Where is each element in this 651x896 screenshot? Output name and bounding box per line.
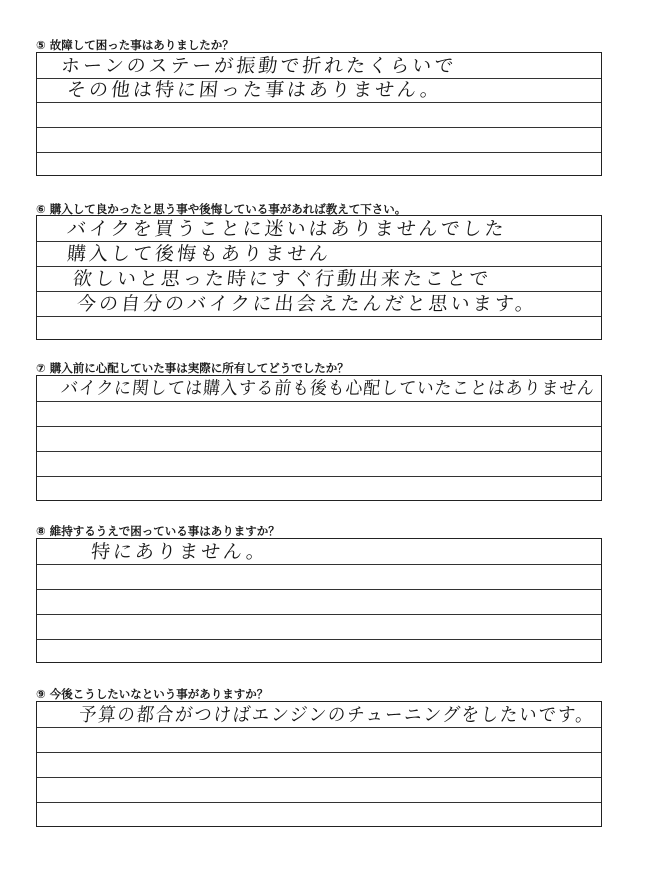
answer-line bbox=[37, 476, 601, 502]
answer-line bbox=[37, 802, 601, 828]
answer-line bbox=[37, 614, 601, 640]
answer-line bbox=[37, 702, 601, 728]
question-8-label: ⑧ 維持するうえで困っている事はありますか？ bbox=[36, 524, 280, 538]
answer-line bbox=[37, 266, 601, 292]
handwritten-answer: その他は特に困った事はありません。 bbox=[65, 79, 444, 101]
question-7-label: ⑦ 購入前に心配していた事は実際に所有してどうでしたか？ bbox=[36, 361, 349, 375]
answer-box-6 bbox=[36, 215, 602, 340]
answer-line bbox=[37, 639, 601, 665]
answer-line bbox=[37, 127, 601, 153]
answer-line bbox=[37, 727, 601, 753]
answer-line bbox=[37, 102, 601, 128]
answer-line bbox=[37, 777, 601, 803]
handwritten-answer: 購入して後悔もありません bbox=[65, 243, 333, 265]
answer-line bbox=[37, 241, 601, 267]
answer-box-7 bbox=[36, 375, 602, 501]
question-6-label: ⑥ 購入して良かったと思う事や後悔している事があれば教えて下さい。 bbox=[36, 202, 407, 216]
answer-line bbox=[37, 539, 601, 565]
answer-box-9 bbox=[36, 701, 602, 827]
answer-line bbox=[37, 316, 601, 342]
answer-line bbox=[37, 564, 601, 590]
answer-line bbox=[37, 589, 601, 615]
handwritten-answer: 特にありません。 bbox=[89, 541, 270, 563]
answer-line bbox=[37, 752, 601, 778]
handwritten-answer: バイクを買うことに迷いはありませんでした bbox=[65, 218, 508, 240]
handwritten-answer: 欲しいと思った時にすぐ行動出来たことで bbox=[71, 268, 493, 290]
answer-line bbox=[37, 53, 601, 79]
handwritten-answer: バイクに関しては購入する前も後も心配していたことはありません bbox=[59, 378, 596, 399]
handwritten-answer: 今の自分のバイクに出会えたんだと思います。 bbox=[75, 293, 539, 315]
answer-box-5 bbox=[36, 52, 602, 176]
answer-line bbox=[37, 426, 601, 452]
question-9-label: ⑨ 今後こうしたいなという事がありますか？ bbox=[36, 687, 269, 701]
answer-line bbox=[37, 401, 601, 427]
handwritten-answer: 予算の都合がつけばエンジンのチューニングをしたいです。 bbox=[77, 704, 596, 726]
answer-line bbox=[37, 376, 601, 402]
answer-line bbox=[37, 291, 601, 317]
handwritten-answer: ホーンのステーが振動で折れたくらいで bbox=[59, 55, 458, 77]
answer-line bbox=[37, 216, 601, 242]
answer-line bbox=[37, 77, 601, 103]
question-5-label: ⑤ 故障して困った事はありましたか？ bbox=[36, 38, 234, 52]
answer-line bbox=[37, 151, 601, 177]
answer-line bbox=[37, 451, 601, 477]
answer-box-8 bbox=[36, 538, 602, 663]
